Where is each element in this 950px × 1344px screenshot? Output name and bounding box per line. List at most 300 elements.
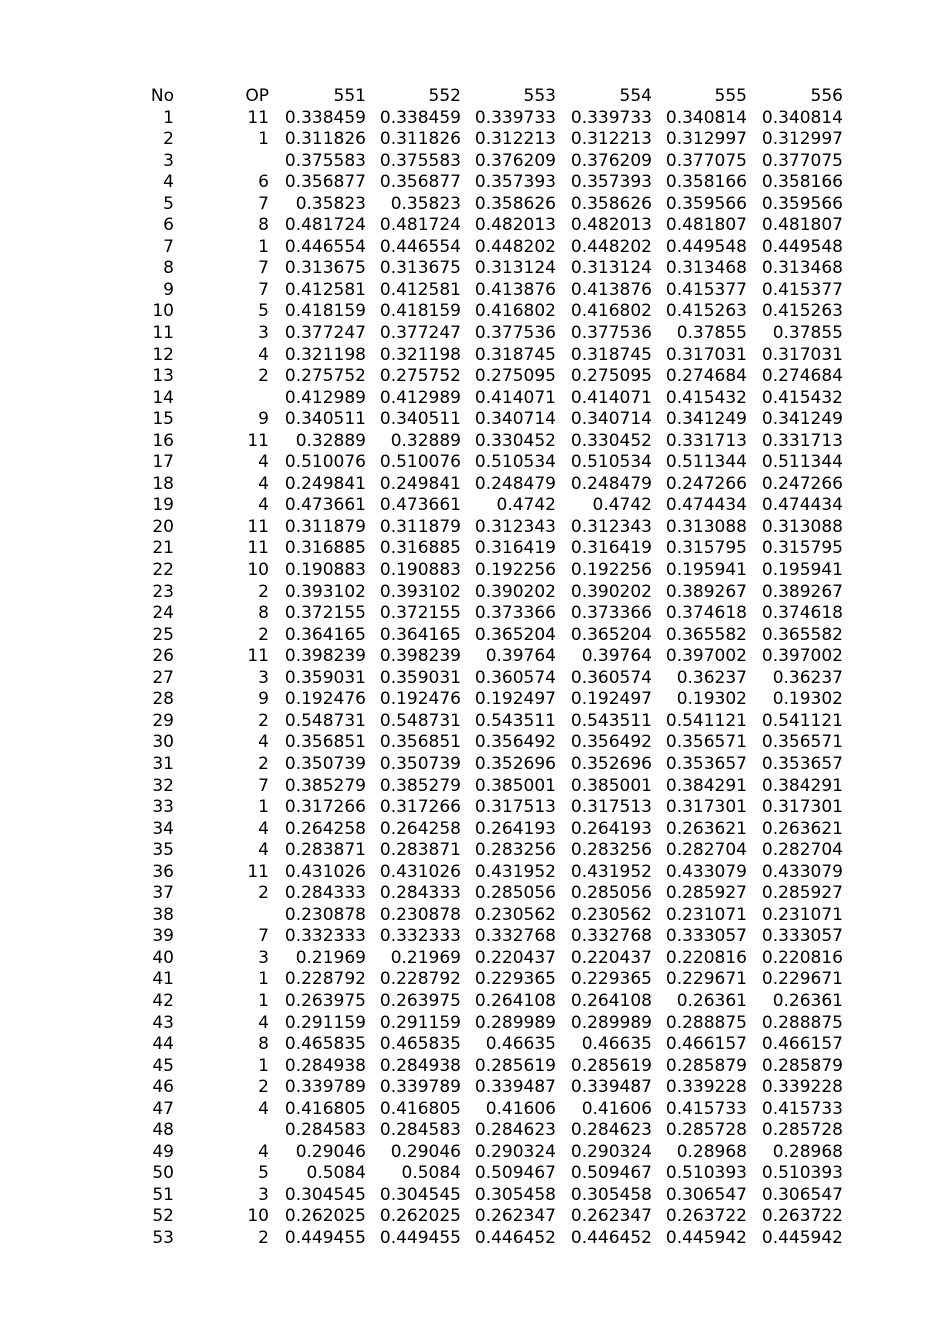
cell-552: 0.372155 (379, 603, 461, 624)
cell-554: 0.340714 (570, 409, 652, 430)
cell-551: 0.321198 (284, 344, 366, 365)
cell-556: 0.312997 (761, 129, 843, 150)
cell-551: 0.291159 (284, 1012, 366, 1033)
cell-554: 0.39764 (581, 646, 652, 667)
cell-553: 0.283256 (474, 840, 556, 861)
cell-555: 0.263722 (665, 1206, 747, 1227)
cell-554: 0.356492 (570, 732, 652, 753)
cell-552: 0.284333 (379, 883, 461, 904)
cell-no: 33 (152, 797, 174, 818)
table-row (140, 215, 843, 237)
cell-551: 0.372155 (284, 603, 366, 624)
cell-554: 0.414071 (570, 387, 652, 408)
cell-551: 0.340511 (284, 409, 366, 430)
cell-556: 0.285927 (761, 883, 843, 904)
cell-551: 0.190883 (284, 560, 366, 581)
cell-op: 6 (258, 172, 269, 193)
cell-op: 3 (258, 323, 269, 344)
table-row (140, 431, 843, 453)
cell-op: 9 (258, 689, 269, 710)
cell-op: 2 (258, 710, 269, 731)
header-552: 552 (428, 86, 461, 106)
cell-no: 1 (163, 107, 174, 128)
cell-553: 0.332768 (474, 926, 556, 947)
cell-556: 0.315795 (761, 538, 843, 559)
cell-no: 17 (152, 452, 174, 473)
cell-551: 0.275752 (284, 366, 366, 387)
cell-554: 0.283256 (570, 840, 652, 861)
cell-552: 0.364165 (379, 624, 461, 645)
cell-552: 0.449455 (379, 1227, 461, 1248)
cell-555: 0.510393 (665, 1163, 747, 1184)
cell-551: 0.284333 (284, 883, 366, 904)
cell-no: 18 (152, 473, 174, 494)
cell-553: 0.312343 (474, 516, 556, 537)
cell-552: 0.431026 (379, 861, 461, 882)
table-row (140, 1206, 843, 1228)
cell-554: 0.264108 (570, 990, 652, 1011)
cell-556: 0.263722 (761, 1206, 843, 1227)
cell-no: 52 (152, 1206, 174, 1227)
cell-555: 0.358166 (665, 172, 747, 193)
cell-555: 0.28968 (676, 1141, 747, 1162)
cell-551: 0.510076 (284, 452, 366, 473)
cell-553: 0.330452 (474, 430, 556, 451)
cell-556: 0.377075 (761, 150, 843, 171)
cell-no: 16 (152, 430, 174, 451)
cell-551: 0.262025 (284, 1206, 366, 1227)
cell-553: 0.264108 (474, 990, 556, 1011)
cell-op: 3 (258, 1184, 269, 1205)
cell-552: 0.356851 (379, 732, 461, 753)
cell-551: 0.249841 (284, 473, 366, 494)
cell-no: 30 (152, 732, 174, 753)
cell-554: 0.305458 (570, 1184, 652, 1205)
cell-556: 0.331713 (761, 430, 843, 451)
cell-op: 7 (258, 258, 269, 279)
table-row (140, 388, 843, 410)
cell-op: 5 (258, 301, 269, 322)
cell-552: 0.412581 (379, 279, 461, 300)
cell-554: 0.358626 (570, 193, 652, 214)
cell-551: 0.393102 (284, 581, 366, 602)
cell-556: 0.339228 (761, 1077, 843, 1098)
cell-552: 0.192476 (379, 689, 461, 710)
cell-no: 10 (152, 301, 174, 322)
cell-op: 2 (258, 883, 269, 904)
cell-no: 21 (152, 538, 174, 559)
cell-no: 13 (152, 366, 174, 387)
cell-552: 0.283871 (379, 840, 461, 861)
table-row (140, 732, 843, 754)
cell-no: 4 (163, 172, 174, 193)
cell-554: 0.448202 (570, 236, 652, 257)
table-row (140, 194, 843, 216)
cell-554: 0.285056 (570, 883, 652, 904)
cell-op: 1 (258, 990, 269, 1011)
cell-no: 49 (152, 1141, 174, 1162)
table-row (140, 409, 843, 431)
table-row (140, 1142, 843, 1164)
cell-555: 0.282704 (665, 840, 747, 861)
cell-op: 11 (247, 861, 269, 882)
cell-551: 0.473661 (284, 495, 366, 516)
cell-554: 0.416802 (570, 301, 652, 322)
cell-556: 0.288875 (761, 1012, 843, 1033)
table-row (140, 1077, 843, 1099)
cell-op: 11 (247, 430, 269, 451)
cell-555: 0.317301 (665, 797, 747, 818)
header-row (140, 86, 843, 108)
cell-556: 0.445942 (761, 1227, 843, 1248)
cell-op: 7 (258, 926, 269, 947)
cell-552: 0.416805 (379, 1098, 461, 1119)
table-row (140, 905, 843, 927)
cell-556: 0.282704 (761, 840, 843, 861)
cell-551: 0.230878 (284, 904, 366, 925)
cell-op (174, 151, 269, 173)
cell-553: 0.416802 (474, 301, 556, 322)
cell-551: 0.339789 (284, 1077, 366, 1098)
cell-554: 0.377536 (570, 323, 652, 344)
cell-554: 0.264193 (570, 818, 652, 839)
cell-552: 0.375583 (379, 150, 461, 171)
cell-op: 7 (258, 193, 269, 214)
cell-op: 8 (258, 603, 269, 624)
cell-553: 0.365204 (474, 624, 556, 645)
cell-no: 34 (152, 818, 174, 839)
cell-554: 0.248479 (570, 473, 652, 494)
cell-555: 0.341249 (665, 409, 747, 430)
cell-552: 0.359031 (379, 667, 461, 688)
cell-556: 0.358166 (761, 172, 843, 193)
table-row (140, 948, 843, 970)
cell-556: 0.195941 (761, 560, 843, 581)
cell-551: 0.548731 (284, 710, 366, 731)
cell-553: 0.264193 (474, 818, 556, 839)
cell-no: 28 (152, 689, 174, 710)
cell-no: 27 (152, 667, 174, 688)
cell-553: 0.39764 (485, 646, 556, 667)
cell-553: 0.376209 (474, 150, 556, 171)
cell-554: 0.509467 (570, 1163, 652, 1184)
cell-553: 0.46635 (485, 1034, 556, 1055)
table-row (140, 345, 843, 367)
cell-556: 0.353657 (761, 753, 843, 774)
cell-552: 0.190883 (379, 560, 461, 581)
cell-op (174, 1120, 269, 1142)
cell-op: 1 (258, 236, 269, 257)
cell-555: 0.313088 (665, 516, 747, 537)
table-row (140, 366, 843, 388)
cell-556: 0.285879 (761, 1055, 843, 1076)
cell-556: 0.263621 (761, 818, 843, 839)
cell-no: 9 (163, 279, 174, 300)
cell-no: 38 (152, 904, 174, 925)
cell-op: 4 (258, 840, 269, 861)
cell-551: 0.316885 (284, 538, 366, 559)
cell-551: 0.5084 (306, 1163, 366, 1184)
cell-op: 4 (258, 495, 269, 516)
cell-554: 0.275095 (570, 366, 652, 387)
cell-no: 47 (152, 1098, 174, 1119)
cell-551: 0.192476 (284, 689, 366, 710)
cell-553: 0.230562 (474, 904, 556, 925)
cell-555: 0.356571 (665, 732, 747, 753)
cell-no: 6 (163, 215, 174, 236)
header-op: OP (245, 86, 269, 106)
cell-556: 0.466157 (761, 1034, 843, 1055)
table-row (140, 323, 843, 345)
cell-552: 0.510076 (379, 452, 461, 473)
cell-553: 0.373366 (474, 603, 556, 624)
cell-556: 0.415432 (761, 387, 843, 408)
cell-no: 50 (152, 1163, 174, 1184)
cell-551: 0.431026 (284, 861, 366, 882)
cell-554: 0.313124 (570, 258, 652, 279)
cell-op: 3 (258, 947, 269, 968)
cell-no: 23 (152, 581, 174, 602)
table-row (140, 280, 843, 302)
cell-op: 8 (258, 1034, 269, 1055)
cell-552: 0.35823 (390, 193, 461, 214)
cell-551: 0.264258 (284, 818, 366, 839)
cell-552: 0.284938 (379, 1055, 461, 1076)
cell-554: 0.390202 (570, 581, 652, 602)
cell-556: 0.356571 (761, 732, 843, 753)
cell-553: 0.284623 (474, 1120, 556, 1141)
cell-no: 12 (152, 344, 174, 365)
cell-551: 0.284583 (284, 1120, 366, 1141)
cell-553: 0.377536 (474, 323, 556, 344)
cell-553: 0.220437 (474, 947, 556, 968)
cell-553: 0.339733 (474, 107, 556, 128)
cell-551: 0.412581 (284, 279, 366, 300)
cell-556: 0.37855 (772, 323, 843, 344)
table-row (140, 1056, 843, 1078)
cell-553: 0.192497 (474, 689, 556, 710)
table-row (140, 797, 843, 819)
cell-556: 0.374618 (761, 603, 843, 624)
cell-555: 0.474434 (665, 495, 747, 516)
header-554: 554 (619, 86, 652, 106)
cell-555: 0.511344 (665, 452, 747, 473)
cell-555: 0.466157 (665, 1034, 747, 1055)
cell-555: 0.384291 (665, 775, 747, 796)
table-row (140, 603, 843, 625)
cell-551: 0.398239 (284, 646, 366, 667)
cell-554: 0.339733 (570, 107, 652, 128)
cell-554: 0.332768 (570, 926, 652, 947)
cell-554: 0.316419 (570, 538, 652, 559)
cell-552: 0.385279 (379, 775, 461, 796)
cell-no: 7 (163, 236, 174, 257)
cell-no: 24 (152, 603, 174, 624)
cell-555: 0.285879 (665, 1055, 747, 1076)
cell-552: 0.249841 (379, 473, 461, 494)
table-row (140, 969, 843, 991)
table-row (140, 258, 843, 280)
cell-551: 0.304545 (284, 1184, 366, 1205)
cell-554: 0.4742 (592, 495, 652, 516)
cell-553: 0.285619 (474, 1055, 556, 1076)
table-row (140, 1099, 843, 1121)
table-row (140, 646, 843, 668)
cell-551: 0.32889 (295, 430, 366, 451)
cell-556: 0.36237 (772, 667, 843, 688)
cell-no: 40 (152, 947, 174, 968)
cell-553: 0.318745 (474, 344, 556, 365)
cell-552: 0.304545 (379, 1184, 461, 1205)
cell-554: 0.230562 (570, 904, 652, 925)
cell-op: 10 (247, 560, 269, 581)
table-row (140, 991, 843, 1013)
cell-554: 0.482013 (570, 215, 652, 236)
cell-555: 0.365582 (665, 624, 747, 645)
cell-555: 0.359566 (665, 193, 747, 214)
cell-554: 0.510534 (570, 452, 652, 473)
cell-555: 0.481807 (665, 215, 747, 236)
cell-554: 0.446452 (570, 1227, 652, 1248)
cell-555: 0.274684 (665, 366, 747, 387)
cell-no: 53 (152, 1227, 174, 1248)
cell-552: 0.350739 (379, 753, 461, 774)
cell-555: 0.220816 (665, 947, 747, 968)
cell-555: 0.374618 (665, 603, 747, 624)
cell-554: 0.360574 (570, 667, 652, 688)
header-551: 551 (333, 86, 366, 106)
cell-no: 44 (152, 1034, 174, 1055)
cell-op: 11 (247, 538, 269, 559)
cell-554: 0.373366 (570, 603, 652, 624)
cell-no: 15 (152, 409, 174, 430)
cell-555: 0.285927 (665, 883, 747, 904)
cell-no: 20 (152, 516, 174, 537)
cell-553: 0.285056 (474, 883, 556, 904)
cell-552: 0.446554 (379, 236, 461, 257)
cell-553: 0.262347 (474, 1206, 556, 1227)
cell-552: 0.338459 (379, 107, 461, 128)
cell-554: 0.284623 (570, 1120, 652, 1141)
cell-555: 0.445942 (665, 1227, 747, 1248)
cell-551: 0.29046 (295, 1141, 366, 1162)
table-row (140, 754, 843, 776)
cell-553: 0.431952 (474, 861, 556, 882)
cell-556: 0.313468 (761, 258, 843, 279)
cell-551: 0.21969 (295, 947, 366, 968)
cell-553: 0.509467 (474, 1163, 556, 1184)
cell-554: 0.318745 (570, 344, 652, 365)
cell-556: 0.415263 (761, 301, 843, 322)
cell-553: 0.192256 (474, 560, 556, 581)
cell-551: 0.228792 (284, 969, 366, 990)
header-555: 555 (714, 86, 747, 106)
table-row (140, 862, 843, 884)
cell-555: 0.415432 (665, 387, 747, 408)
table-row (140, 474, 843, 496)
cell-556: 0.285728 (761, 1120, 843, 1141)
cell-op: 3 (258, 667, 269, 688)
cell-no: 41 (152, 969, 174, 990)
cell-552: 0.313675 (379, 258, 461, 279)
cell-551: 0.465835 (284, 1034, 366, 1055)
cell-555: 0.331713 (665, 430, 747, 451)
cell-551: 0.418159 (284, 301, 366, 322)
cell-552: 0.317266 (379, 797, 461, 818)
cell-551: 0.263975 (284, 990, 366, 1011)
cell-556: 0.274684 (761, 366, 843, 387)
cell-no: 26 (152, 646, 174, 667)
cell-op: 7 (258, 279, 269, 300)
cell-554: 0.317513 (570, 797, 652, 818)
cell-551: 0.350739 (284, 753, 366, 774)
cell-553: 0.312213 (474, 129, 556, 150)
cell-555: 0.315795 (665, 538, 747, 559)
header-553: 553 (523, 86, 556, 106)
cell-556: 0.511344 (761, 452, 843, 473)
cell-554: 0.376209 (570, 150, 652, 171)
cell-no: 43 (152, 1012, 174, 1033)
cell-553: 0.385001 (474, 775, 556, 796)
cell-552: 0.548731 (379, 710, 461, 731)
header-no: No (150, 86, 174, 106)
cell-555: 0.415733 (665, 1098, 747, 1119)
cell-552: 0.393102 (379, 581, 461, 602)
cell-551: 0.412989 (284, 387, 366, 408)
table-row (140, 237, 843, 259)
cell-554: 0.543511 (570, 710, 652, 731)
cell-555: 0.19302 (676, 689, 747, 710)
cell-555: 0.312997 (665, 129, 747, 150)
table-row (140, 1013, 843, 1035)
cell-553: 0.543511 (474, 710, 556, 731)
table-row (140, 926, 843, 948)
cell-op: 2 (258, 366, 269, 387)
cell-554: 0.46635 (581, 1034, 652, 1055)
cell-556: 0.313088 (761, 516, 843, 537)
cell-552: 0.264258 (379, 818, 461, 839)
cell-554: 0.192256 (570, 560, 652, 581)
cell-551: 0.416805 (284, 1098, 366, 1119)
cell-553: 0.340714 (474, 409, 556, 430)
cell-op: 2 (258, 624, 269, 645)
cell-op: 4 (258, 732, 269, 753)
cell-553: 0.305458 (474, 1184, 556, 1205)
cell-551: 0.317266 (284, 797, 366, 818)
cell-554: 0.330452 (570, 430, 652, 451)
cell-551: 0.359031 (284, 667, 366, 688)
cell-553: 0.290324 (474, 1141, 556, 1162)
cell-op: 4 (258, 1012, 269, 1033)
cell-554: 0.339487 (570, 1077, 652, 1098)
cell-552: 0.481724 (379, 215, 461, 236)
cell-552: 0.321198 (379, 344, 461, 365)
cell-op: 11 (247, 107, 269, 128)
cell-op: 4 (258, 473, 269, 494)
cell-554: 0.262347 (570, 1206, 652, 1227)
cell-555: 0.377075 (665, 150, 747, 171)
cell-554: 0.290324 (570, 1141, 652, 1162)
cell-556: 0.415377 (761, 279, 843, 300)
cell-551: 0.283871 (284, 840, 366, 861)
cell-552: 0.5084 (401, 1163, 461, 1184)
cell-op: 4 (258, 1098, 269, 1119)
cell-op: 4 (258, 1141, 269, 1162)
cell-552: 0.32889 (390, 430, 461, 451)
cell-556: 0.220816 (761, 947, 843, 968)
cell-553: 0.482013 (474, 215, 556, 236)
cell-555: 0.353657 (665, 753, 747, 774)
